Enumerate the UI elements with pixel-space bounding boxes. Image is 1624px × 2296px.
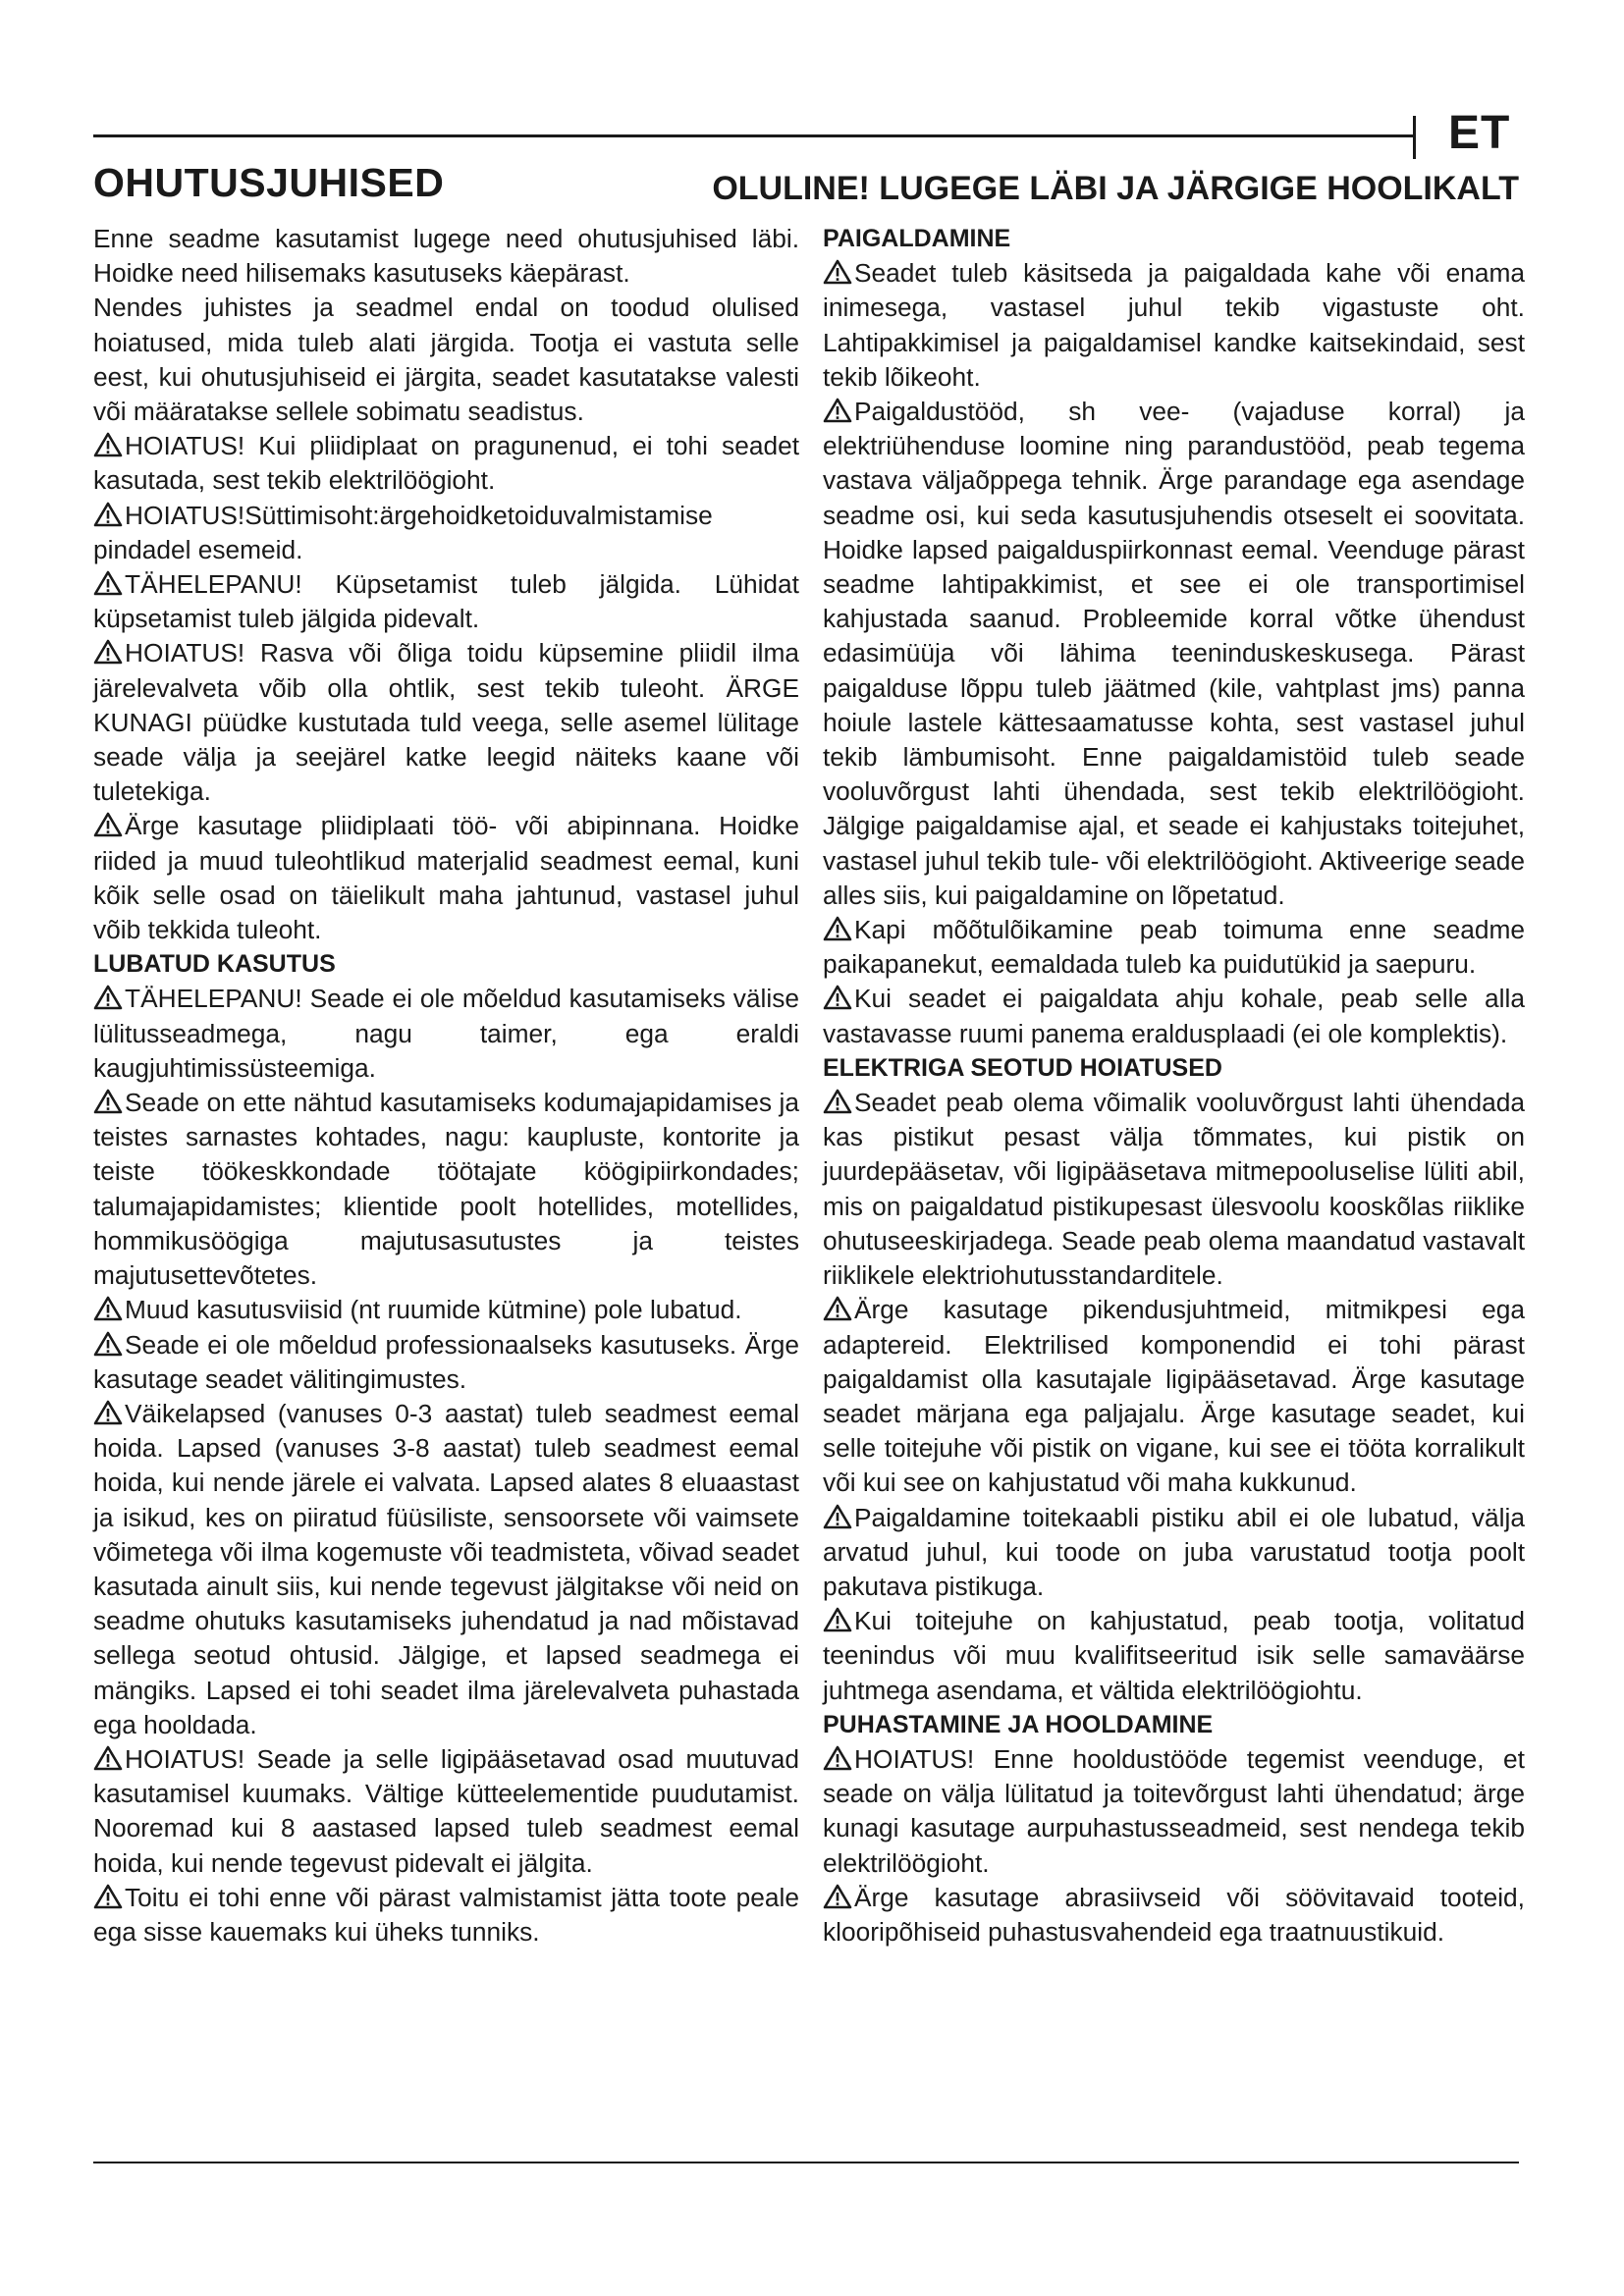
page-title: OHUTUSJUHISED [93, 160, 445, 205]
section-heading-cleaning: PUHASTAMINE JA HOOLDAMINE [823, 1710, 1214, 1738]
warning-text: Ärge kasutage pliidiplaati töö- või abipinnana. Hoidke riided ja muud tuleohtlikud materjalid seadmest eemal, kuni kõik selle osad on täielikult maha jahtunud, vastasel juhul võib tekkida tuleoht. [93, 811, 799, 945]
warning-item [93, 1293, 799, 1327]
warning-text: Paigaldustööd, sh vee- (vajaduse korral) ja elektriühenduse loomine ning parandustööd, peab tegema vastava väljaõppega tehnik. Ärge parandage ega asendage seadme osi, kui seda kasutusjuhendis otseselt ei soovitata. Hoidke lapsed paigalduspiirkonnast eemal. Veenduge pärast seadme lahtipakkimist, et see ei ole transportimisel kahjustada saanud. Probleemide korral võtke ühendust edasimüüja või lähima teeninduskeskusega. Pärast paigalduse lõppu tuleb jäätmed (kile, vahtplast jms) panna hoiule lastele kättesaamatusse kohta, sest vastasel juhul tekib lämbumisoht. Enne paigaldamistöid tuleb seade vooluvõrgust lahti ühendada, sest tekib elektrilöögioht. Jälgige paigaldamise ajal, et seade ei kahjustaks toitejuhet, vastasel juhul tekib tule- või elektrilöögioht. Aktiveerige seade alles siis, kui paigaldamine on lõpetatud. [823, 397, 1525, 910]
warning-item [93, 1397, 799, 1742]
warning-triangle-icon [93, 985, 123, 1010]
warning-item [93, 1742, 799, 1881]
warning-item [823, 1501, 1525, 1605]
warning-item [823, 1881, 1525, 1949]
warning-text: Paigaldamine toitekaabli pistiku abil ei ole lubatud, välja arvatud juhul, kui toode on juba varustatud tootja poolt pakutava pistikuga. [823, 1502, 1525, 1601]
warning-text: HOIATUS! Kui pliidiplaat on pragunenud, ei tohi seadet kasutada, sest tekib elektrilöögioht. [93, 431, 799, 496]
section-heading-installation: PAIGALDAMINE [823, 225, 1011, 252]
warning-text: TÄHELEPANU! Küpsetamist tuleb jälgida. Lühidat küpsetamist tuleb jälgida pidevalt. [93, 569, 799, 634]
warning-item [823, 1293, 1525, 1500]
warning-text: Toitu ei tohi enne või pärast valmistamist jätta toote peale ega sisse kauemaks kui üheks tunniks. [93, 1882, 799, 1947]
warning-text: Väikelapsed (vanuses 0-3 aastat) tuleb seadmest eemal hoida. Lapsed (vanuses 3-8 aastat) tuleb seadmest eemal hoida, kui nende järele ei valvata. Lapsed alates 8 eluaastast ja isikud, kes on piiratud füüsiliste, sensoorsete või vaimsete võimetega või ilma kogemuste või teadmisteta, võivad seadet kasutada ainult siis, kui nende tegevust jälgitakse või neid on seadme ohutuks kasutamiseks juhendatud ja nad mõistavad sellega seotud ohtusid. Jälgige, et lapsed seadmega ei mängiks. Lapsed ei tohi seadet ilma järelevalveta puhastada ega hooldada. [93, 1398, 799, 1739]
warning-text: Seadet peab olema võimalik vooluvõrgust lahti ühendada kas pistikut pesast välja tõmmates, kui pistik on juurdepääsetav, või ligipääsetava mitmepooluselise lüliti abil, mis on paigaldatud pistikupesast ülesvoolu kooskõlas riiklike ohutuseeskirjadega. Seade peab olema maandatud vastavalt riiklikele elektriohutusstandarditele. [823, 1088, 1525, 1291]
warning-item [823, 1742, 1525, 1881]
page-subtitle: OLULINE! LUGEGE LÄBI JA JÄRGIGE HOOLIKALT [712, 170, 1519, 207]
warning-text: Kui seadet ei paigaldata ahju kohale, peab selle alla vastavasse ruumi panema eraldusplaadi (ei ole komplektis). [823, 984, 1525, 1048]
warning-item [93, 1328, 799, 1397]
language-code: ET [1448, 107, 1511, 159]
warning-text: Ärge kasutage pikendusjuhtmeid, mitmikpesi ega adaptereid. Elektrilised komponendid ei tohi pärast paigaldamist olla kasutajale ligipääsetavad. Ärge kasutage seadet märjana ega paljajalu. Ärge kasutage seadet, kui selle toitejuhe või pistik on vigane, kui see ei tööta korralikult või kui see on kahjustatud või maha kukkunud. [823, 1295, 1525, 1498]
warning-text: HOIATUS!Süttimisoht:ärgehoidketoiduvalmistamise pindadel esemeid. [93, 500, 713, 564]
warning-triangle-icon [93, 502, 123, 527]
warning-text: HOIATUS! Seade ja selle ligipääsetavad osad muutuvad kasutamisel kuumaks. Vältige kütteelementide puudutamist. Nooremad kui 8 aastased lapsed tuleb seadmest eemal hoida, kui nende tegevust pidevalt ei jälgita. [93, 1743, 799, 1878]
warning-text: Kapi mõõtulõikamine peab toimuma enne seadme paikapanekut, eemaldada tuleb ka puidutükid ja saepuru. [823, 915, 1525, 980]
warning-triangle-icon [823, 916, 852, 941]
warning-triangle-icon [93, 570, 123, 596]
warning-triangle-icon [93, 1745, 123, 1771]
warning-text: Seade ei ole mõeldud professionaalseks kasutuseks. Ärge kasutage seadet välitingimustes. [93, 1329, 799, 1394]
warning-triangle-icon [823, 1089, 852, 1114]
warning-triangle-icon [93, 1884, 123, 1909]
warning-item [823, 982, 1525, 1050]
warning-triangle-icon [93, 812, 123, 837]
section-heading-electrical: ELEKTRIGA SEOTUD HOIATUSED [823, 1053, 1222, 1082]
section-heading-permitted-use: LUBATUD KASUTUS [93, 950, 336, 979]
warning-triangle-icon [823, 1884, 852, 1909]
warning-triangle-icon [93, 1331, 123, 1357]
warning-triangle-icon [93, 1089, 123, 1114]
warning-item [823, 256, 1525, 395]
warning-triangle-icon [823, 1745, 852, 1771]
warning-item [93, 499, 799, 567]
warning-triangle-icon [93, 1296, 123, 1321]
warning-item [93, 809, 799, 947]
warning-triangle-icon [823, 1296, 852, 1321]
warning-item [823, 913, 1525, 982]
warning-triangle-icon [93, 1400, 123, 1425]
warning-text: Ärge kasutage abrasiivseid või söövitavaid tooteid, klooripõhiseid puhastusvahendeid ega traatnuustikuid. [823, 1882, 1525, 1947]
intro-paragraph: Nendes juhistes ja seadmel endal on toodud olulised hoiatused, mida tuleb alati järgida. Tootja ei vastuta selle eest, kui ohutusjuhiseid ei järgita, seadet kasutatakse valesti või määratakse sellele sobimatu seadistus. [93, 293, 799, 427]
warning-item [93, 982, 799, 1086]
warning-triangle-icon [823, 1504, 852, 1529]
warning-triangle-icon [823, 259, 852, 285]
warning-text: Seadet tuleb käsitseda ja paigaldada kahe või enama inimesega, vastasel juhul tekib vigastuste oht. Lahtipakkimisel ja paigaldamisel kandke kaitsekindaid, sest tekib lõikeoht. [823, 258, 1525, 392]
warning-item [93, 429, 799, 498]
warning-triangle-icon [823, 1607, 852, 1632]
header-top-rule [93, 134, 1413, 137]
warning-text: Kui toitejuhe on kahjustatud, peab tootja, volitatud teenindus või muu kvalifitseeritud isik selle samaväärse juhtmega asendama, et vältida elektrilöögiohtu. [823, 1606, 1525, 1705]
warning-item [93, 1881, 799, 1949]
warning-text: HOIATUS! Enne hooldustööde tegemist veenduge, et seade on välja lülitatud ja toitevõrgust lahti ühendatud; ärge kunagi kasutage aurpuhastusseadmeid, sest nendega tekib elektrilöögioht. [823, 1743, 1525, 1878]
left-column [93, 222, 799, 1949]
warning-triangle-icon [93, 639, 123, 665]
language-divider [1413, 116, 1416, 159]
warning-item [93, 1086, 799, 1293]
warning-triangle-icon [93, 432, 123, 457]
warning-triangle-icon [823, 985, 852, 1010]
warning-text: HOIATUS! Rasva või õliga toidu küpsemine pliidil ilma järelevalveta võib olla ohtlik, sest tekib tuleoht. ÄRGE KUNAGI püüdke kustutada tuld veega, selle asemel lülitage seade välja ja seejärel katke leegid näiteks kaane või tuletekiga. [93, 638, 799, 807]
right-column [823, 222, 1525, 1949]
warning-text: Muud kasutusviisid (nt ruumide kütmine) pole lubatud. [125, 1295, 742, 1325]
warning-text: Seade on ette nähtud kasutamiseks kodumajapidamises ja teistes sarnastes kohtades, nagu: kaupluste, kontorite ja teiste töökeskkondade töötajate köögipiirkondades; talumajapidamistes; klientide poolt hotellides, motellides, hommikusöögiga majutusasutustes ja teistes majutusettevõtetes. [93, 1088, 799, 1291]
warning-item [93, 636, 799, 809]
intro-paragraph: Enne seadme kasutamist lugege need ohutusjuhised läbi. Hoidke need hilisemaks kasutuseks käepärast. [93, 224, 799, 289]
warning-text: TÄHELEPANU! Seade ei ole mõeldud kasutamiseks välise lülitusseadmega, nagu taimer, ega eraldi kaugjuhtimissüsteemiga. [93, 984, 799, 1083]
warning-triangle-icon [823, 398, 852, 423]
warning-item [823, 1086, 1525, 1293]
warning-item [93, 567, 799, 636]
warning-item [823, 395, 1525, 913]
warning-item [823, 1604, 1525, 1708]
footer-rule [93, 2162, 1519, 2163]
